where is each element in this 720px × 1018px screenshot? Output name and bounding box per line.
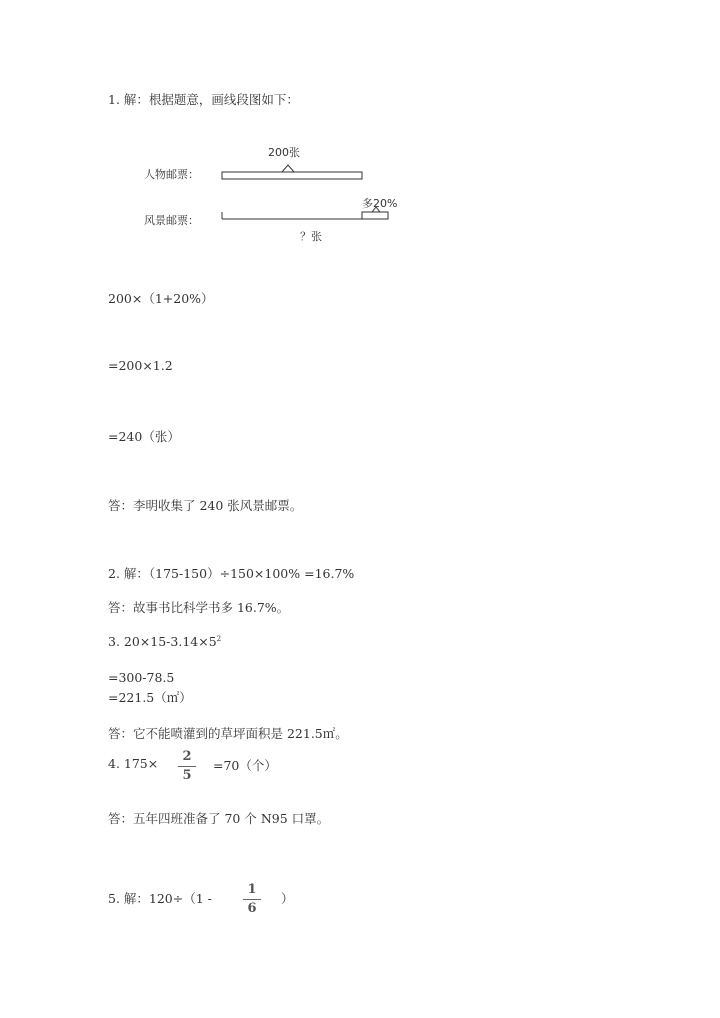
- problem-2-solution: 2. 解：（175-150）÷150×100% =16.7%: [108, 566, 355, 581]
- fraction-bar: [178, 766, 196, 767]
- problem-4-prefix: 4. 175×: [108, 756, 159, 771]
- fraction-numerator: 2: [182, 749, 192, 764]
- problem-4-answer: 答：五年四班准备了 70 个 N95 口罩。: [108, 811, 330, 826]
- problem-3-step-1-text: 3. 20×15-3.14×5: [108, 634, 217, 649]
- diagram-more-label: 多20%: [362, 197, 398, 210]
- diagram-top-label: 200张: [268, 146, 300, 159]
- problem-3-step-1: [108, 634, 221, 649]
- diagram-unknown-label: ？张: [300, 230, 322, 243]
- fraction-denominator: 6: [247, 901, 257, 916]
- problem-1-step-3: =240（张）: [108, 429, 180, 444]
- problem-1-intro: 1. 解：根据题意，画线段图如下：: [108, 92, 299, 107]
- problem-5-prefix: 5. 解：120÷（1 -: [108, 891, 212, 906]
- diagram-row1-label: 人物邮票：: [144, 168, 199, 181]
- problem-5-fraction: [243, 883, 261, 916]
- exponent: 2: [216, 634, 222, 643]
- problem-3-answer: 答：它不能喷灌到的草坪面积是 221.5㎡。: [108, 726, 348, 741]
- fraction-bar: [243, 899, 261, 900]
- row1-brace: [222, 165, 362, 172]
- row2-extra-segment: [362, 212, 388, 219]
- diagram-row2-label: 风景邮票：: [144, 214, 199, 227]
- problem-4-suffix: =70（个）: [213, 758, 277, 773]
- problem-1-step-2: =200×1.2: [108, 358, 173, 373]
- line-segment-diagram: [140, 140, 420, 250]
- problem-3-step-3: =221.5（㎡）: [108, 690, 192, 705]
- problem-2-answer: 答：故事书比科学书多 16.7%。: [108, 600, 290, 615]
- problem-4-fraction: [178, 750, 196, 783]
- problem-5-suffix: ）: [281, 891, 294, 906]
- problem-1-answer: 答：李明收集了 240 张风景邮票。: [108, 498, 303, 513]
- problem-3-step-2: =300-78.5: [108, 670, 175, 685]
- fraction-numerator: 1: [247, 882, 257, 897]
- row1-segment: [222, 172, 362, 179]
- fraction-denominator: 5: [182, 768, 192, 783]
- problem-1-step-1: 200×（1+20%）: [108, 291, 214, 306]
